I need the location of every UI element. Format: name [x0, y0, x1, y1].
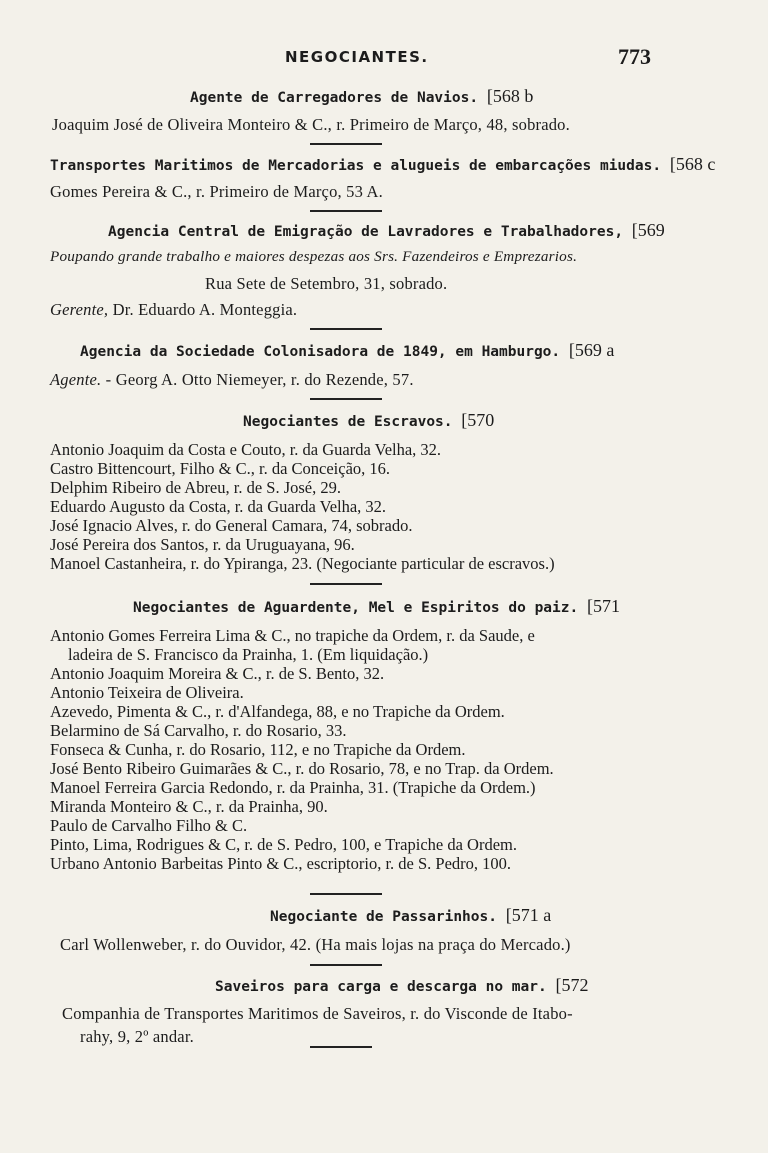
society-agent: Agente. - Georg A. Otto Niemeyer, r. do Rezende, 57.: [50, 370, 414, 389]
list-item: Antonio Gomes Ferreira Lima & C., no trapiche da Ordem, r. da Saude, e: [50, 626, 535, 645]
agency-manager: [50, 300, 297, 320]
manager-name: Dr. Eduardo A. Monteggia.: [112, 300, 298, 319]
entry-line: Companhia de Transportes Maritimos de Saveiros, r. do Visconde de Itabo-: [62, 1004, 573, 1023]
list-item: Miranda Monteiro & C., r. da Prainha, 90.: [50, 797, 328, 816]
list-item: Fonseca & Cunha, r. do Rosario, 112, e no Trapiche da Ordem.: [50, 740, 466, 759]
manager-label: Gerente,: [50, 300, 109, 319]
section-divider: [310, 143, 382, 145]
page-number: 773: [618, 44, 651, 69]
list-item: Urbano Antonio Barbeitas Pinto & C., escriptorio, r. de S. Pedro, 100.: [50, 854, 512, 873]
list-item-continuation: ladeira de S. Francisco da Prainha, 1. (Em liquidação.): [68, 645, 429, 664]
list-item: Antonio Teixeira de Oliveira.: [50, 683, 244, 702]
list-item: Antonio Joaquim da Costa e Couto, r. da Guarda Velha, 32.: [50, 440, 442, 459]
section-title-colonisation-society: Agencia da Sociedade Colonisadora de 1849, em Hamburgo. [569 a: [80, 340, 615, 360]
list-item: José Bento Ribeiro Guimarães & C., r. do Rosario, 78, e no Trap. da Ordem.: [50, 759, 554, 778]
list-item: Azevedo, Pimenta & C., r. d'Alfandega, 88, e no Trapiche da Ordem.: [50, 702, 505, 721]
entry-line: Gomes Pereira & C., r. Primeiro de Março, 53 A.: [50, 182, 383, 201]
section-title-slave-traders: Negociantes de Escravos. [570: [243, 410, 495, 430]
section-ref: [568 b: [486, 86, 534, 106]
section-title-emigration-agency: Agencia Central de Emigração de Lavradores e Trabalhadores, [569: [108, 220, 665, 240]
section-ref: [570: [461, 410, 495, 430]
agency-tagline: Poupando grande trabalho e maiores despezas aos Srs. Fazendeiros e Emprezarios.: [50, 248, 578, 265]
list-item: José Pereira dos Santos, r. da Uruguayana, 96.: [50, 535, 355, 554]
section-divider: [310, 893, 382, 895]
running-head: [0, 42, 768, 72]
section-title-spirits-traders: Negociantes de Aguardente, Mel e Espiritos do paiz. [571: [133, 596, 620, 616]
section-divider: [310, 210, 382, 212]
list-item: Pinto, Lima, Rodrigues & C, r. de S. Pedro, 100, e Trapiche da Ordem.: [50, 835, 518, 854]
section-title-ship-loaders-agent: Agente de Carregadores de Navios. [568 b: [190, 86, 534, 106]
section-title-barges: Saveiros para carga e descarga no mar. [572: [215, 975, 589, 995]
list-item: Paulo de Carvalho Filho & C.: [50, 816, 248, 835]
section-divider: [310, 964, 382, 966]
entry-line: Joaquim José de Oliveira Monteiro & C., r. Primeiro de Março, 48, sobrado.: [52, 115, 570, 134]
list-item: Delphim Ribeiro de Abreu, r. de S. José, 29.: [50, 478, 342, 497]
section-ref: [571 a: [505, 905, 552, 925]
section-divider: [310, 398, 382, 400]
running-title: NEGOCIANTES.: [285, 48, 429, 66]
section-divider: [310, 328, 382, 330]
entry-line-continuation: rahy, 9, 2º andar.: [80, 1027, 194, 1046]
section-title-bird-dealer: Negociante de Passarinhos. [571 a: [270, 905, 552, 925]
section-divider: [310, 583, 382, 585]
entry-line: Carl Wollenweber, r. do Ouvidor, 42. (Ha mais lojas na praça do Mercado.): [60, 935, 571, 954]
list-item: Manoel Ferreira Garcia Redondo, r. da Prainha, 31. (Trapiche da Ordem.): [50, 778, 536, 797]
section-ref: [568 c: [669, 154, 716, 174]
section-divider: [310, 1046, 372, 1048]
section-ref: [569 a: [568, 340, 615, 360]
list-item: Manoel Castanheira, r. do Ypiranga, 23. (Negociante particular de escravos.): [50, 554, 555, 573]
list-item: Belarmino de Sá Carvalho, r. do Rosario, 33.: [50, 721, 347, 740]
list-item: Antonio Joaquim Moreira & C., r. de S. Bento, 32.: [50, 664, 385, 683]
section-ref: [572: [555, 975, 589, 995]
list-item: Castro Bittencourt, Filho & C., r. da Conceição, 16.: [50, 459, 391, 478]
list-item: Eduardo Augusto da Costa, r. da Guarda Velha, 32.: [50, 497, 387, 516]
section-title-maritime-transport: Transportes Maritimos de Mercadorias e alugueis de embarcações miudas. [568 c: [50, 154, 716, 174]
section-ref: [571: [586, 596, 620, 616]
agency-address: Rua Sete de Setembro, 31, sobrado.: [205, 274, 448, 293]
agent-name: Georg A. Otto Niemeyer, r. do Rezende, 57.: [115, 370, 414, 389]
list-item: José Ignacio Alves, r. do General Camara, 74, sobrado.: [50, 516, 413, 535]
agent-label: Agente.: [50, 370, 102, 389]
section-ref: [569: [631, 220, 665, 240]
